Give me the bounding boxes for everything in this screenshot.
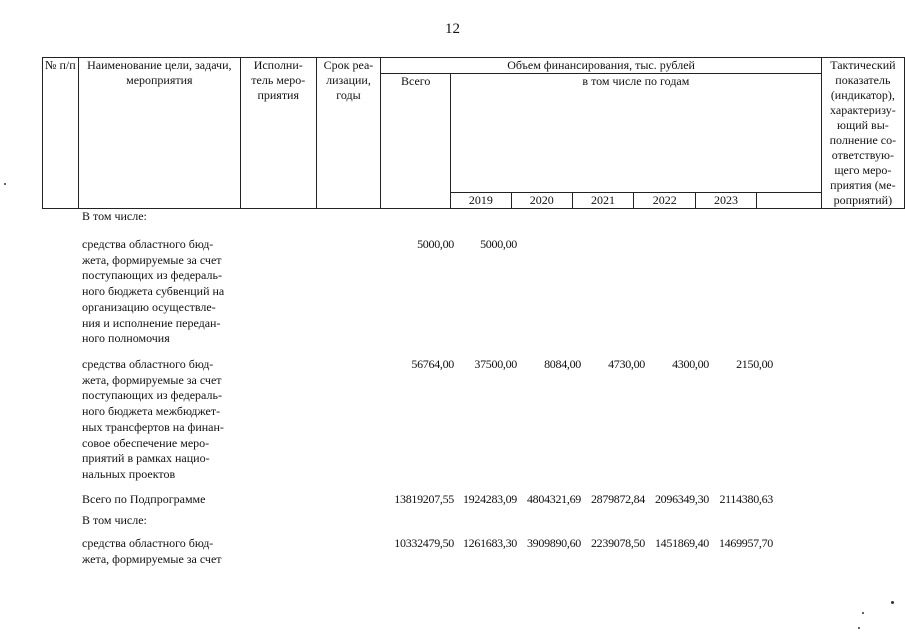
header-no: № п/п (43, 58, 79, 209)
row-label: Всего по Подпрограмме (82, 492, 206, 506)
header-indicator: Тактический показатель (индикатор), характеризу-ющий вы-полнение со-ответствую-щего меро-приятия (ме-роприятий) (821, 58, 904, 209)
header-total: Всего (381, 74, 451, 209)
header-by-years: в том числе по годам (451, 74, 822, 193)
value-2023: 2114380,63 (719, 492, 773, 506)
value-2019: 37500,00 (474, 357, 517, 371)
value-2019: 5000,00 (480, 237, 517, 251)
row-description: средства областного бюд- жета, формируемые за счет поступающих из федераль- ного бюджета субвенций на организацию осуществле- ния и исполнение передан- ного полномочия (82, 237, 225, 346)
value-2020: 4804321,69 (526, 492, 581, 506)
value-2022: 4300,00 (672, 357, 709, 371)
value-2019: 1261683,30 (462, 536, 517, 550)
header-year-2023: 2023 (696, 193, 757, 209)
scan-speck (862, 612, 864, 614)
value-total: 56764,00 (411, 357, 454, 371)
row-description: средства областного бюд- жета, формируемые за счет поступающих из федераль- ного бюджета межбюджет- ных трансфертов на финан- совое обеспечение меро- приятий в рамках нацио- нальных проектов (82, 357, 224, 481)
value-2021: 2239078,50 (590, 536, 645, 550)
value-2021: 2879872,84 (590, 492, 645, 506)
value-2019: 1924283,09 (462, 492, 517, 506)
scan-speck (891, 601, 894, 604)
value-2023: 1469957,70 (718, 536, 773, 550)
row-label: В том числе: (82, 209, 147, 223)
header-term: Срок реа-лизации, годы (316, 58, 381, 209)
value-2023: 2150,00 (736, 357, 773, 371)
value-total: 10332479,50 (394, 536, 454, 550)
header-executor: Исполни-тель меро-приятия (240, 58, 316, 209)
header-funding: Объем финансирования, тыс. рублей (381, 58, 821, 74)
value-total: 5000,00 (417, 237, 454, 251)
row-description: средства областного бюд- жета, формируемые за счет (82, 536, 222, 566)
value-2021: 4730,00 (608, 357, 645, 371)
header-year-2022: 2022 (634, 193, 696, 209)
header-name: Наименование цели, задачи, мероприятия (78, 58, 240, 209)
value-2020: 3909890,60 (526, 536, 581, 550)
value-2022: 1451869,40 (654, 536, 709, 550)
scan-speck (858, 627, 860, 629)
value-total: 13819207,55 (394, 492, 454, 506)
scan-speck (4, 183, 6, 185)
row-label: В том числе: (82, 513, 147, 527)
value-2020: 8084,00 (544, 357, 581, 371)
value-2022: 2096349,30 (654, 492, 709, 506)
header-table (42, 57, 905, 209)
header-year-2020: 2020 (511, 193, 572, 209)
header-year-2021: 2021 (572, 193, 634, 209)
header-year-empty (756, 193, 821, 209)
header-year-2019: 2019 (451, 193, 512, 209)
page-number: 12 (445, 21, 460, 37)
